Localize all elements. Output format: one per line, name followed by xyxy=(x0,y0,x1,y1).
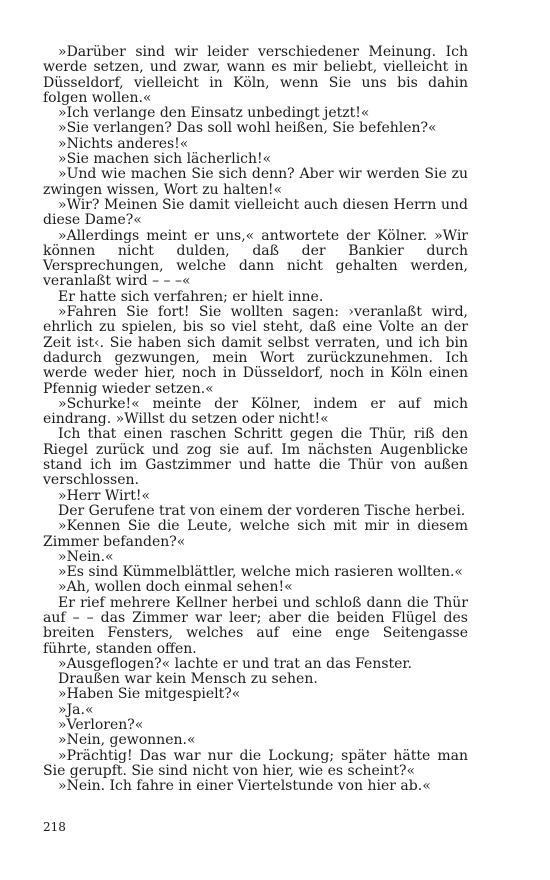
paragraph: »Darüber sind wir leider verschiedener Meinung. Ich werde setzen, und zwar, wann es mir beliebt, vielleicht in Düsseldorf, vielleicht in Köln, wenn Sie uns bis dahin folgen wollen.« xyxy=(43,44,468,106)
paragraph: »Prächtig! Das war nur die Lockung; später hätte man Sie gerupft. Sie sind nicht von hier, wie es scheint?« xyxy=(43,747,468,779)
page-number: 218 xyxy=(43,820,66,834)
paragraph: Er hatte sich verfahren; er hielt inne. xyxy=(58,288,324,305)
paragraph: »Es sind Kümmelblättler, welche mich rasieren wollten.« xyxy=(58,564,463,581)
paragraph: »Fahren Sie fort! Sie wollten sagen: ›veranlaßt wird, ehrlich zu spielen, bis so viel steht, daß eine Volte an der Zeit ist‹. Sie haben sich damit selbst verraten, und ich bin dadurch gezwungen, mein Wort zurückzunehmen. Ich werde weder hier, noch in Düsseldorf, noch in Köln einen Pfennig wieder setzen.« xyxy=(43,304,468,397)
paragraph: Der Gerufene trat von einem der vorderen Tische herbei. xyxy=(58,502,466,519)
paragraph: »Nein. Ich fahre in einer Viertelstunde von hier ab.« xyxy=(58,778,431,795)
body-text xyxy=(43,45,468,795)
paragraph: »Verloren?« xyxy=(58,717,144,734)
paragraph: »Herr Wirt!« xyxy=(58,487,151,504)
paragraph: »Ah, wollen doch einmal sehen!« xyxy=(58,579,293,596)
paragraph: »Nein.« xyxy=(58,548,114,565)
paragraph: »Nichts anderes!« xyxy=(58,135,189,152)
paragraph: Ich that einen raschen Schritt gegen die Thür, riß den Riegel zurück und zog sie auf. Im nächsten Augenblicke stand ich im Gastzimmer und hatte die Thür von außen verschlossen. xyxy=(43,426,468,489)
paragraph: »Kennen Sie die Leute, welche sich mit mir in diesem Zimmer befanden?« xyxy=(43,518,468,550)
paragraph: »Haben Sie mitgespielt?« xyxy=(58,686,241,703)
paragraph: »Ja.« xyxy=(58,701,94,718)
paragraph: Draußen war kein Mensch zu sehen. xyxy=(58,671,318,688)
paragraph: »Allerdings meint er uns,« antwortete der Kölner. »Wir können nicht dulden, daß der Bankier durch Versprechungen, welche dann nicht gehalten werden, veranlaßt wird – – –« xyxy=(43,227,468,290)
paragraph: »Schurke!« meinte der Kölner, indem er auf mich eindrang. »Willst du setzen oder nicht!« xyxy=(43,395,468,428)
paragraph: »Sie verlangen? Das soll wohl heißen, Sie befehlen?« xyxy=(58,120,437,137)
paragraph: »Ich verlange den Einsatz unbedingt jetzt!« xyxy=(58,105,370,122)
paragraph: »Sie machen sich lächerlich!« xyxy=(58,151,272,168)
paragraph: »Nein, gewonnen.« xyxy=(58,732,196,749)
paragraph: »Und wie machen Sie sich denn? Aber wir werden Sie zu zwingen wissen, Wort zu halten!« xyxy=(43,166,468,198)
paragraph: »Wir? Meinen Sie damit vielleicht auch diesen Herrn und diese Dame?« xyxy=(43,196,468,229)
paragraph: »Ausgeflogen?« lachte er und trat an das Fenster. xyxy=(58,655,413,672)
paragraph: Er rief mehrere Kellner herbei und schloß dann die Thür auf – – das Zimmer war leer; aber die beiden Flügel des breiten Fensters, welches auf eine enge Seitengasse führte, standen offen. xyxy=(43,594,468,657)
